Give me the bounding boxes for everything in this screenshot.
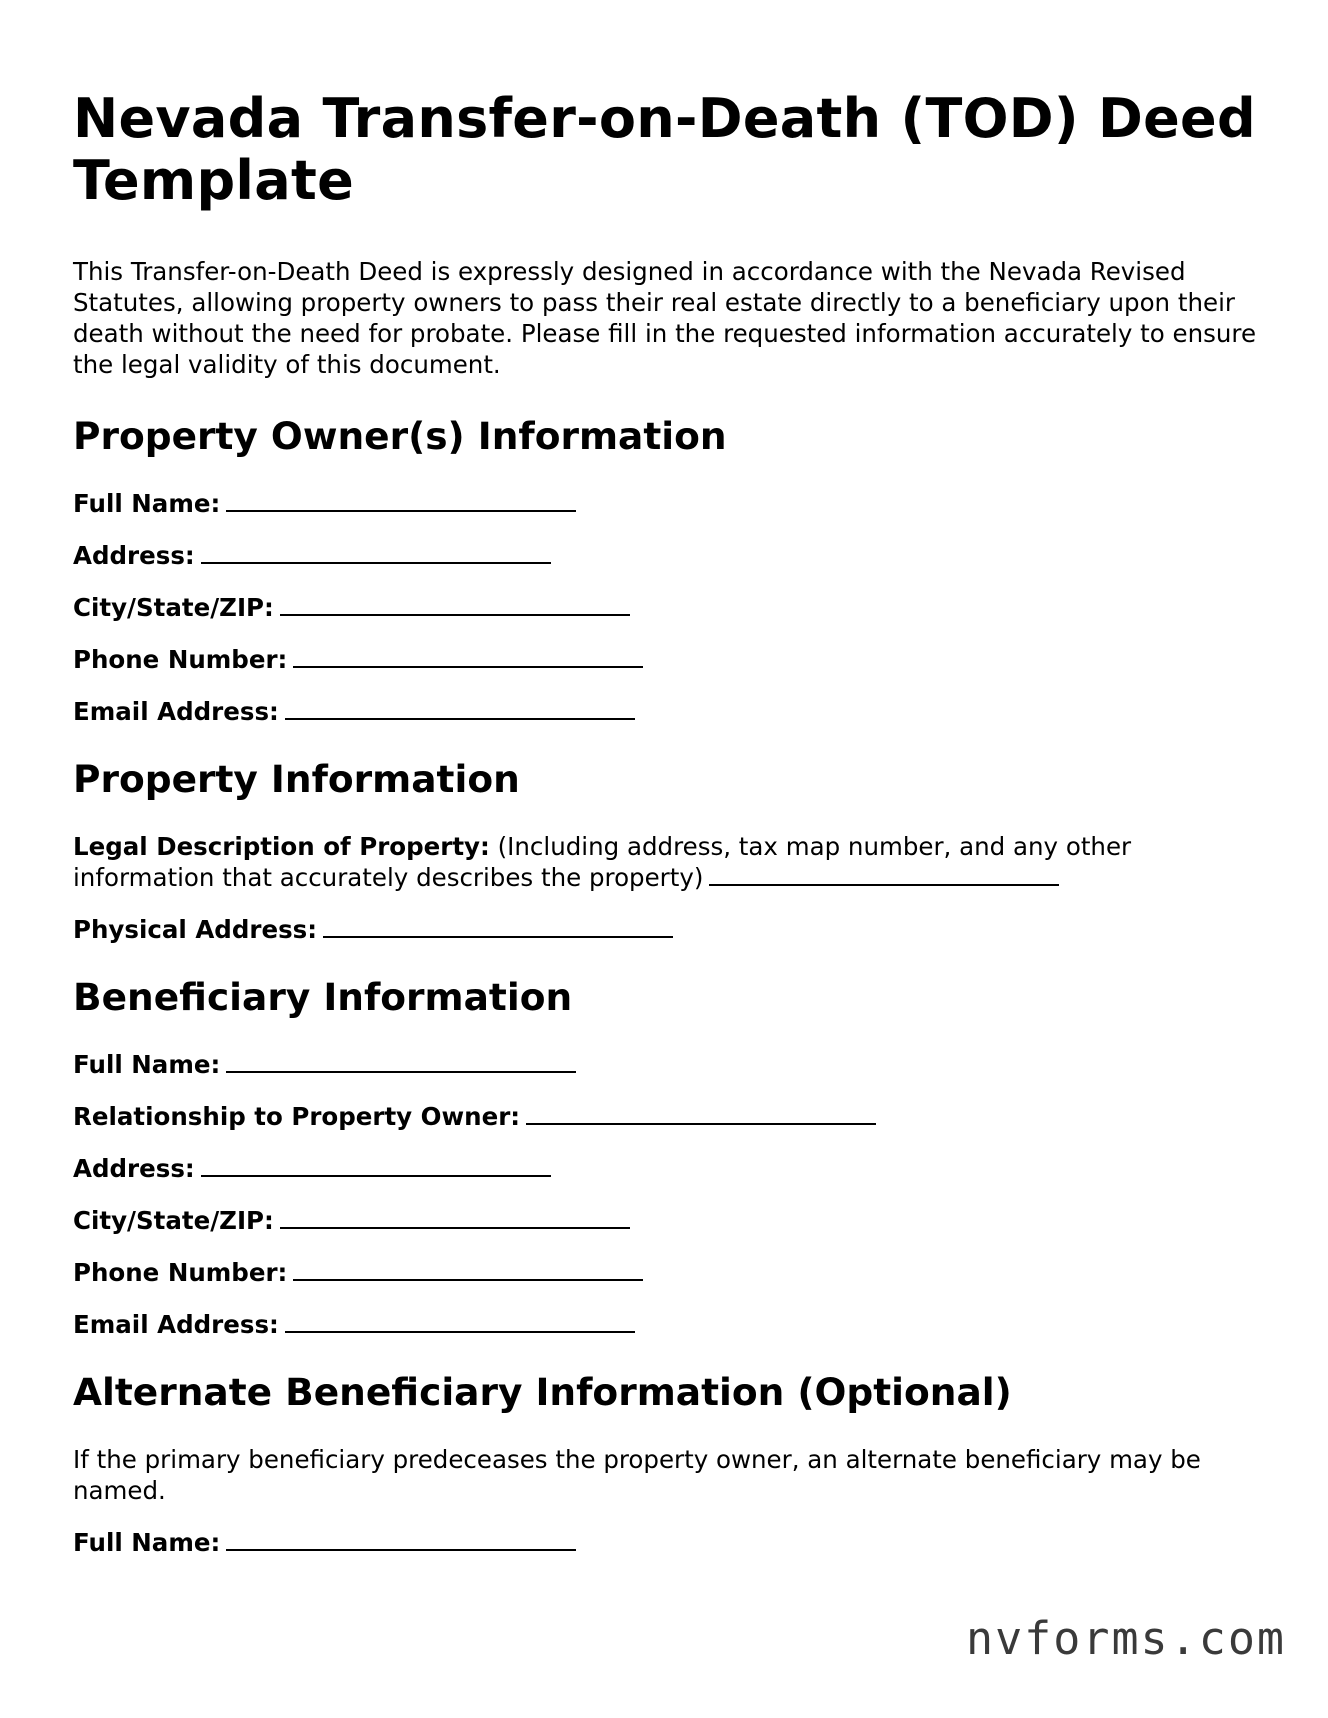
beneficiary-phone-field <box>73 1257 1263 1288</box>
document-title: Nevada Transfer-on-Death (TOD) Deed Template <box>73 87 1256 212</box>
alternate-full-name-label: Full Name: <box>73 1528 221 1557</box>
site-watermark: nvforms.com <box>965 1612 1286 1665</box>
owner-phone-label: Phone Number: <box>73 645 288 674</box>
legal-description-label: Legal Description of Property: <box>73 832 490 861</box>
physical-address-field <box>73 914 1263 945</box>
owner-address-label: Address: <box>73 541 195 570</box>
owner-email-blank[interactable] <box>285 696 635 720</box>
beneficiary-email-label: Email Address: <box>73 1310 279 1339</box>
legal-description-blank[interactable] <box>709 862 1059 886</box>
owner-email-field <box>73 696 1263 727</box>
owner-address-field <box>73 540 1263 571</box>
legal-description-field <box>73 831 1263 893</box>
beneficiary-address-blank[interactable] <box>201 1153 551 1177</box>
intro-paragraph: This Transfer-on-Death Deed is expressly designed in accordance with the Nevada Revised Statutes, allowing property owners to pass their real estate directly to a beneficiary upon their death without the need for probate. Please fill in the requested information accurately to ensure the legal validity of this document. <box>73 257 1257 379</box>
beneficiary-section-heading: Beneficiary Information <box>73 975 573 1019</box>
beneficiary-relationship-blank[interactable] <box>526 1101 876 1125</box>
owner-city-state-zip-label: City/State/ZIP: <box>73 593 274 622</box>
beneficiary-email-blank[interactable] <box>285 1309 635 1333</box>
beneficiary-full-name-label: Full Name: <box>73 1050 221 1079</box>
owner-email-label: Email Address: <box>73 697 279 726</box>
legal-description-note: (Including address, tax map number, and any other information that accurately describes the property) <box>73 832 1132 892</box>
beneficiary-email-field <box>73 1309 1263 1340</box>
alternate-note: If the primary beneficiary predeceases the property owner, an alternate beneficiary may be named. <box>73 1445 1201 1505</box>
owner-address-blank[interactable] <box>201 540 551 564</box>
beneficiary-city-state-zip-label: City/State/ZIP: <box>73 1206 274 1235</box>
owner-full-name-blank[interactable] <box>226 488 576 512</box>
beneficiary-relationship-field <box>73 1101 1263 1132</box>
owner-phone-field <box>73 644 1263 675</box>
beneficiary-phone-blank[interactable] <box>293 1257 643 1281</box>
owner-city-state-zip-field <box>73 592 1263 623</box>
beneficiary-city-state-zip-blank[interactable] <box>280 1205 630 1229</box>
document-page <box>73 88 1263 1558</box>
owner-city-state-zip-blank[interactable] <box>280 592 630 616</box>
alternate-section-heading: Alternate Beneficiary Information (Optional) <box>73 1370 1012 1414</box>
alternate-full-name-field <box>73 1527 1263 1558</box>
beneficiary-phone-label: Phone Number: <box>73 1258 288 1287</box>
owner-full-name-field <box>73 488 1263 519</box>
beneficiary-full-name-field <box>73 1049 1263 1080</box>
alternate-full-name-blank[interactable] <box>226 1527 576 1551</box>
beneficiary-address-label: Address: <box>73 1154 195 1183</box>
property-section-heading: Property Information <box>73 757 520 801</box>
beneficiary-full-name-blank[interactable] <box>226 1049 576 1073</box>
owner-full-name-label: Full Name: <box>73 489 221 518</box>
beneficiary-relationship-label: Relationship to Property Owner: <box>73 1102 521 1131</box>
physical-address-blank[interactable] <box>323 914 673 938</box>
beneficiary-address-field <box>73 1153 1263 1184</box>
owner-phone-blank[interactable] <box>293 644 643 668</box>
beneficiary-city-state-zip-field <box>73 1205 1263 1236</box>
physical-address-label: Physical Address: <box>73 915 318 944</box>
owner-section-heading: Property Owner(s) Information <box>73 414 727 458</box>
